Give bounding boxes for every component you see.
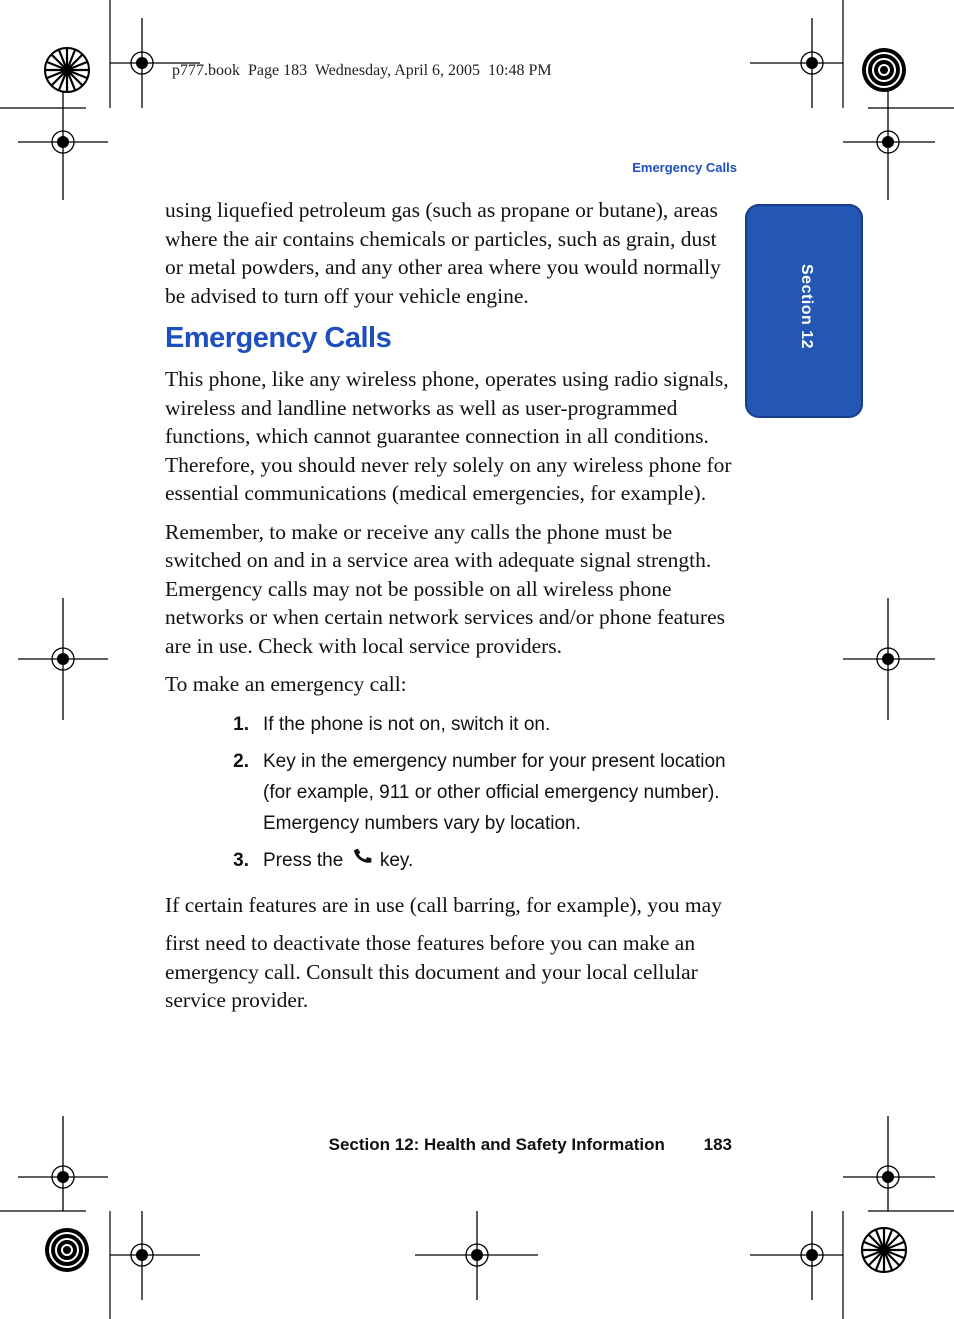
running-head: Emergency Calls bbox=[632, 160, 737, 175]
paragraph: Remember, to make or receive any calls the phone must be switched on and in a service area with adequate signal strength. Emergency calls may not be possible on all wireless phone networks or when certain network services and/or phone features are in use. Check with local service providers. bbox=[165, 519, 725, 658]
list-item bbox=[165, 746, 737, 839]
book-header: p777.book Page 183 Wednesday, April 6, 2005 10:48 PM bbox=[172, 62, 552, 79]
step-number: 3. bbox=[233, 849, 249, 871]
crosshair-target bbox=[750, 1211, 843, 1300]
paragraph: To make an emergency call: bbox=[165, 672, 407, 696]
step-text-before: Press the bbox=[263, 849, 344, 871]
step-text: Key in the emergency number for your present location (for example, 911 or other official emergency number). Emergency numbers vary by location. bbox=[263, 750, 726, 834]
page-content bbox=[165, 196, 737, 1025]
footer-section-title: Section 12: Health and Safety Information bbox=[328, 1135, 665, 1154]
crosshair-target bbox=[18, 1116, 108, 1211]
list-item bbox=[165, 845, 737, 877]
intro-paragraph: using liquefied petroleum gas (such as propane or butane), areas where the air contains chemicals or particles, such as grain, dust or metal powders, and any other area where you would normally be advised to turn off your vehicle engine. bbox=[165, 198, 721, 308]
step-text: If the phone is not on, switch it on. bbox=[263, 713, 551, 735]
section-heading: Emergency Calls bbox=[165, 322, 392, 354]
step-text-after: key. bbox=[379, 849, 414, 871]
paragraph: first need to deactivate those features before you can make an emergency call. Consult this document and your local cellular service provider. bbox=[165, 931, 698, 1012]
list-item bbox=[165, 709, 737, 740]
steps-list bbox=[165, 709, 737, 877]
page-footer bbox=[0, 1135, 732, 1155]
step-number: 2. bbox=[233, 750, 249, 772]
star-target-bottom-left bbox=[45, 1228, 89, 1272]
crosshair-target bbox=[750, 18, 843, 108]
crosshair-target bbox=[110, 1211, 200, 1300]
page-number: 183 bbox=[703, 1135, 732, 1154]
section-tab bbox=[745, 204, 863, 418]
star-target-bottom-right bbox=[862, 1228, 906, 1272]
paragraph: If certain features are in use (call barring, for example), you may bbox=[165, 892, 722, 917]
star-target-top-left bbox=[45, 48, 89, 92]
crosshair-target bbox=[843, 1116, 935, 1211]
star-target-top-right bbox=[862, 48, 906, 92]
step-text bbox=[263, 845, 737, 877]
phone-send-icon bbox=[351, 845, 373, 877]
section-tab-label: Section 12 bbox=[798, 264, 815, 350]
step-number: 1. bbox=[233, 713, 249, 735]
paragraph: This phone, like any wireless phone, operates using radio signals, wireless and landline networks as well as user-programmed functions, which cannot guarantee connection in all conditions. Therefore, you should never rely solely on any wireless phone for essential communications (medical emergencies, for example). bbox=[165, 367, 732, 505]
